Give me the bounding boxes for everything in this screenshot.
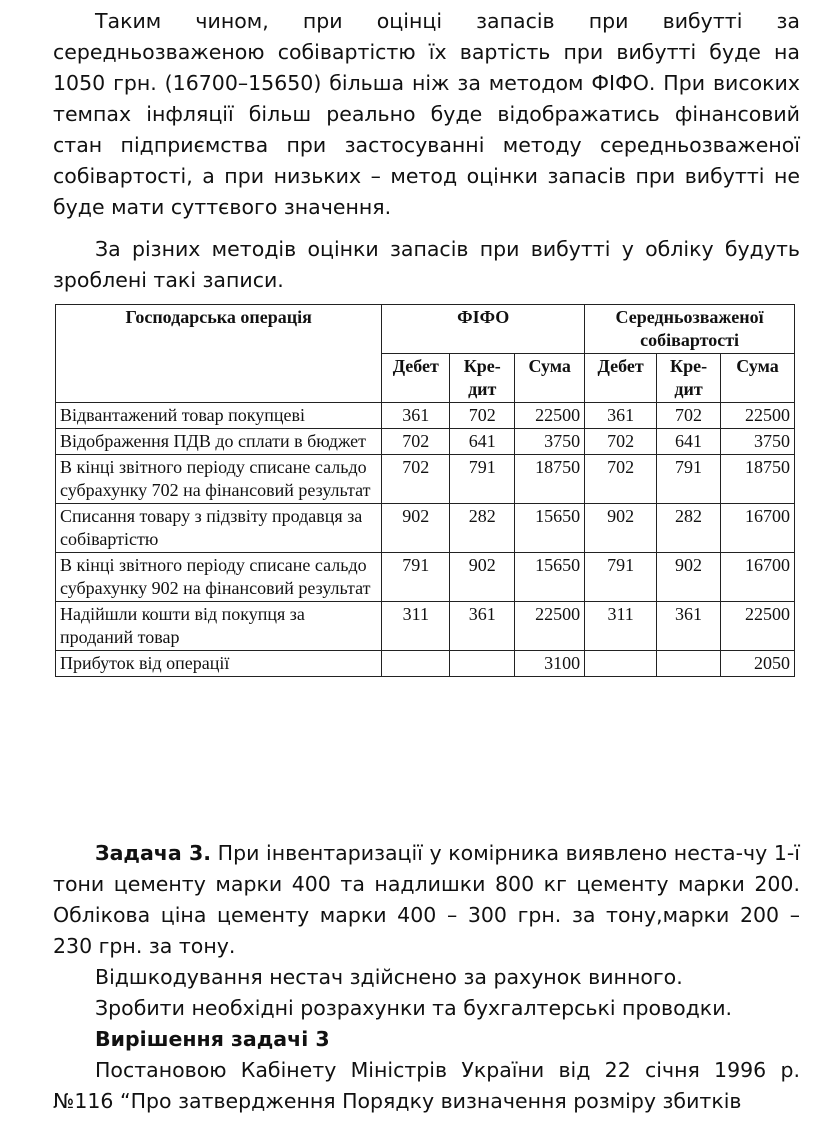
table-row <box>56 429 795 455</box>
operation-cell: Надійшли кошти від покупця за проданий товар <box>56 602 382 651</box>
sum-cell: 22500 <box>515 602 585 651</box>
sum-cell: 18750 <box>721 455 795 504</box>
solution-text: Постановою Кабінету Міністрів України від 22 січня 1996 р. №116 “Про затвердження Порядку визначення розміру збитків <box>53 1058 800 1113</box>
sum-cell: 22500 <box>515 403 585 429</box>
header-weighted-average: Середньозваженої собівартості <box>585 305 795 354</box>
credit-cell: 282 <box>657 504 721 553</box>
sum-cell: 15650 <box>515 504 585 553</box>
sum-cell: 22500 <box>721 403 795 429</box>
operation-cell: Відвантажений товар покупцеві <box>56 403 382 429</box>
sum-cell: 15650 <box>515 553 585 602</box>
debit-cell: 311 <box>585 602 657 651</box>
table-row-total <box>56 651 795 677</box>
credit-cell: 902 <box>657 553 721 602</box>
credit-cell: 791 <box>450 455 515 504</box>
debit-cell: 361 <box>382 403 450 429</box>
operation-cell: Відображення ПДВ до сплати в бюджет <box>56 429 382 455</box>
paragraph-conclusion: Таким чином, при оцінці запасів при вибутті за середньозваженою собівартістю їх вартість при вибутті буде на 1050 грн. (16700–15650) більша ніж за методом ФІФО. При високих темпах інфляції більш реально буде відображатись фінансовий стан підприємства при застосуванні методу середньозваженої собівартості, а при низьких – метод оцінки запасів при вибутті не буде мати суттєвого значення. <box>53 9 800 219</box>
sum-cell: 22500 <box>721 602 795 651</box>
header-credit: Кре-дит <box>450 354 515 403</box>
task-line-compensation: Відшкодування нестач здійснено за рахунок винного. <box>95 965 683 989</box>
operation-cell: Прибуток від операції <box>56 651 382 677</box>
credit-cell: 791 <box>657 455 721 504</box>
credit-cell: 902 <box>450 553 515 602</box>
credit-cell: 641 <box>450 429 515 455</box>
task-statement <box>53 838 800 962</box>
sum-cell: 3750 <box>515 429 585 455</box>
credit-cell <box>450 651 515 677</box>
solution-title: Вирішення задачі 3 <box>95 1027 330 1051</box>
debit-cell: 702 <box>382 429 450 455</box>
credit-cell: 702 <box>450 403 515 429</box>
task-title: Задача 3. <box>95 841 212 865</box>
operation-cell: В кінці звітного періоду списане сальдо субрахунку 902 на фінансовий результат <box>56 553 382 602</box>
debit-cell: 702 <box>382 455 450 504</box>
debit-cell: 702 <box>585 429 657 455</box>
debit-cell: 702 <box>585 455 657 504</box>
header-fifo: ФІФО <box>382 305 585 354</box>
debit-cell: 791 <box>382 553 450 602</box>
debit-cell: 361 <box>585 403 657 429</box>
task-line-instruction: Зробити необхідні розрахунки та бухгалтерські проводки. <box>95 996 733 1020</box>
task-text: При інвентаризації у комірника виявлено неста-чу 1-ї тони цементу марки 400 та надлишки 800 кг цементу марки 200. Облікова ціна цементу марки 400 – 300 грн. за тону,марки 200 – 230 грн. за тону. <box>53 841 801 958</box>
sum-cell: 3100 <box>515 651 585 677</box>
header-sum: Сума <box>515 354 585 403</box>
credit-cell: 282 <box>450 504 515 553</box>
table-row <box>56 553 795 602</box>
debit-cell: 311 <box>382 602 450 651</box>
header-debit: Дебет <box>585 354 657 403</box>
operation-cell: В кінці звітного періоду списане сальдо субрахунку 702 на фінансовий результат <box>56 455 382 504</box>
sum-cell: 2050 <box>721 651 795 677</box>
table-row <box>56 602 795 651</box>
table-row <box>56 504 795 553</box>
credit-cell: 361 <box>450 602 515 651</box>
header-operation: Господарська операція <box>56 305 382 403</box>
debit-cell: 791 <box>585 553 657 602</box>
credit-cell: 641 <box>657 429 721 455</box>
header-sum: Сума <box>721 354 795 403</box>
debit-cell: 902 <box>382 504 450 553</box>
sum-cell: 16700 <box>721 504 795 553</box>
debit-cell: 902 <box>585 504 657 553</box>
debit-cell <box>382 651 450 677</box>
table-row <box>56 403 795 429</box>
sum-cell: 3750 <box>721 429 795 455</box>
header-debit: Дебет <box>382 354 450 403</box>
operations-table <box>55 304 795 677</box>
paragraph-intro-table: За різних методів оцінки запасів при вибутті у обліку будуть зроблені такі записи. <box>53 237 800 292</box>
sum-cell: 18750 <box>515 455 585 504</box>
table-row <box>56 455 795 504</box>
credit-cell <box>657 651 721 677</box>
credit-cell: 361 <box>657 602 721 651</box>
header-credit: Кре-дит <box>657 354 721 403</box>
sum-cell: 16700 <box>721 553 795 602</box>
debit-cell <box>585 651 657 677</box>
credit-cell: 702 <box>657 403 721 429</box>
operation-cell: Списання товару з підзвіту продавця за собівартістю <box>56 504 382 553</box>
table-header-row <box>56 305 795 354</box>
